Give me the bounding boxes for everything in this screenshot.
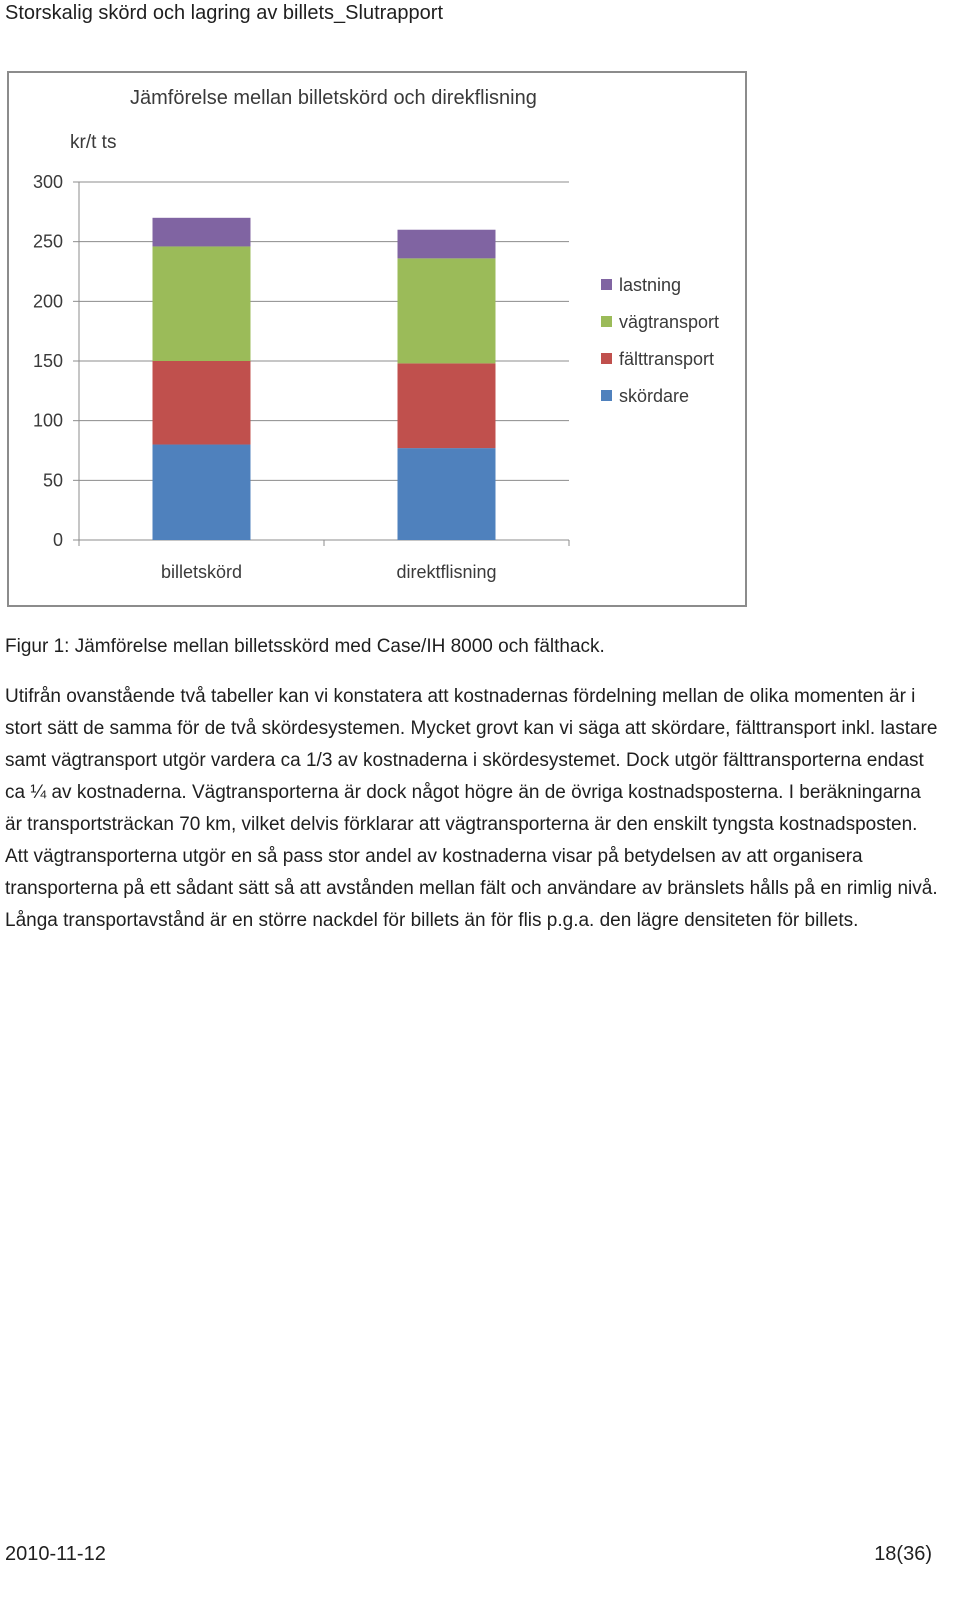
legend-entry: fälttransport: [619, 349, 715, 369]
x-category-label: billetskörd: [160, 562, 243, 582]
y-tick-label: 200: [32, 291, 63, 312]
bar-segment-lastning: [398, 230, 496, 259]
document-header-title: Storskalig skörd och lagring av billets_Slutrapport: [5, 2, 443, 24]
stacked-bar-chart: [9, 73, 749, 609]
y-axis-unit-label: kr/t ts: [70, 132, 117, 153]
legend-entry: skördare: [619, 386, 690, 406]
y-tick-label: 0: [52, 530, 63, 550]
y-tick-label: 50: [42, 470, 63, 491]
bar-segment-fälttransport: [398, 363, 496, 448]
legend-swatch: [601, 279, 612, 290]
legend-swatch: [601, 390, 612, 401]
x-category-label: direktflisning: [396, 562, 497, 582]
bar-segment-fälttransport: [153, 361, 251, 445]
footer-page-number: 18(36): [874, 1543, 932, 1565]
bar-segment-vägtransport: [398, 258, 496, 363]
figure-caption: Figur 1: Jämförelse mellan billetsskörd med Case/IH 8000 och fälthack.: [5, 636, 605, 657]
y-tick-label: 300: [32, 172, 63, 192]
bar-segment-vägtransport: [153, 246, 251, 361]
chart-frame: [7, 71, 747, 607]
chart-title: Jämförelse mellan billetskörd och direkflisning: [130, 87, 537, 109]
body-paragraph: Utifrån ovanstående två tabeller kan vi konstatera att kostnadernas fördelning mellan de olika momenten är i stort sätt de samma för de två skördesystemen. Mycket grovt kan vi säga att skördare, fälttransport inkl. lastare samt vägtransport utgör vardera ca 1/3 av kostnaderna i skördesystemet. Dock utgör fälttransporterna endast ca ¼ av kostnaderna. Vägtransporterna är dock något högre än de övriga kostnadsposterna. I beräkningarna är transportsträckan 70 km, vilket delvis förklarar att vägtransporterna är den enskilt tyngsta kostnadsposten. Att vägtransporterna utgör en så pass stor andel av kostnaderna visar på betydelsen av att organisera transporterna på ett sådant sätt så att avstånden mellan fält och användare av bränslets hålls på en rimlig nivå. Långa transportavstånd är en större nackdel för billets än för flis p.g.a. den lägre densiteten för billets.: [5, 686, 938, 931]
y-tick-label: 100: [32, 410, 63, 431]
bar-segment-lastning: [153, 218, 251, 247]
y-tick-label: 150: [32, 351, 63, 371]
footer-date: 2010-11-12: [5, 1543, 106, 1565]
legend-entry: vägtransport: [619, 312, 720, 332]
legend-entry: lastning: [619, 275, 682, 295]
legend-swatch: [601, 316, 612, 327]
bar-segment-skördare: [398, 448, 496, 540]
bar-segment-skördare: [153, 445, 251, 540]
legend-swatch: [601, 353, 612, 364]
y-tick-label: 250: [32, 231, 63, 252]
